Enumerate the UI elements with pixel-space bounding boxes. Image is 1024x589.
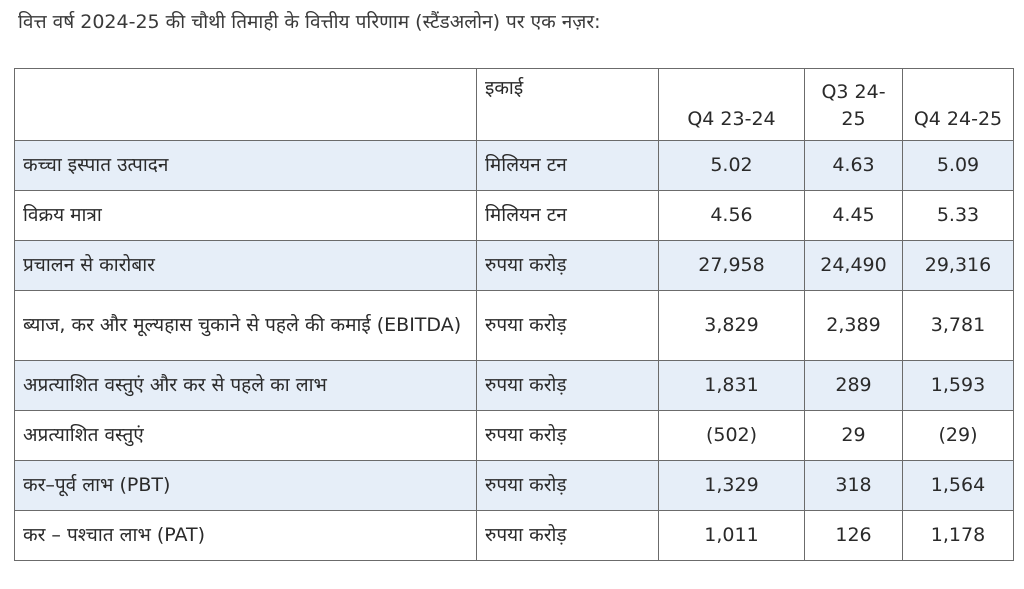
financial-results-table: [14, 68, 1014, 561]
header-q3-24-25: Q3 24-25: [805, 69, 903, 141]
row-metric: प्रचालन से कारोबार: [15, 241, 477, 291]
row-value-q4-23-24: 3,829: [659, 291, 805, 361]
row-unit: रुपया करोड़: [477, 511, 659, 561]
row-metric: ब्याज, कर और मूल्यहास चुकाने से पहले की कमाई (EBITDA): [15, 291, 477, 361]
table-header-row: [15, 69, 1014, 141]
row-metric: कर – पश्चात लाभ (PAT): [15, 511, 477, 561]
table-row: [15, 241, 1014, 291]
row-metric: अप्रत्याशित वस्तुएं और कर से पहले का लाभ: [15, 361, 477, 411]
page-title: वित्त वर्ष 2024-25 की चौथी तिमाही के वित्तीय परिणाम (स्टैंडअलोन) पर एक नज़र:: [18, 11, 601, 33]
table-row: [15, 141, 1014, 191]
header-unit: इकाई: [477, 69, 659, 141]
row-value-q3-24-25: 2,389: [805, 291, 903, 361]
row-metric: कर–पूर्व लाभ (PBT): [15, 461, 477, 511]
row-value-q3-24-25: 24,490: [805, 241, 903, 291]
row-value-q4-24-25: 29,316: [903, 241, 1014, 291]
row-metric: अप्रत्याशित वस्तुएं: [15, 411, 477, 461]
row-metric: विक्रय मात्रा: [15, 191, 477, 241]
row-value-q4-24-25: 5.33: [903, 191, 1014, 241]
row-value-q4-23-24: 5.02: [659, 141, 805, 191]
row-unit: रुपया करोड़: [477, 411, 659, 461]
row-value-q4-23-24: 1,011: [659, 511, 805, 561]
row-unit: रुपया करोड़: [477, 241, 659, 291]
row-value-q4-24-25: 1,564: [903, 461, 1014, 511]
row-value-q4-24-25: 3,781: [903, 291, 1014, 361]
row-value-q3-24-25: 4.63: [805, 141, 903, 191]
row-value-q4-23-24: 27,958: [659, 241, 805, 291]
table-row: [15, 291, 1014, 361]
table-row: [15, 461, 1014, 511]
table-row: [15, 511, 1014, 561]
header-q4-23-24: Q4 23-24: [659, 69, 805, 141]
row-value-q4-23-24: (502): [659, 411, 805, 461]
row-unit: मिलियन टन: [477, 141, 659, 191]
row-value-q3-24-25: 4.45: [805, 191, 903, 241]
header-q4-24-25: Q4 24-25: [903, 69, 1014, 141]
row-value-q4-24-25: 1,593: [903, 361, 1014, 411]
row-value-q3-24-25: 289: [805, 361, 903, 411]
row-value-q4-23-24: 1,831: [659, 361, 805, 411]
row-value-q3-24-25: 318: [805, 461, 903, 511]
row-unit: रुपया करोड़: [477, 291, 659, 361]
row-value-q4-24-25: 5.09: [903, 141, 1014, 191]
header-metric: [15, 69, 477, 141]
table-row: [15, 361, 1014, 411]
table-row: [15, 411, 1014, 461]
row-value-q4-24-25: 1,178: [903, 511, 1014, 561]
row-value-q3-24-25: 126: [805, 511, 903, 561]
row-value-q4-23-24: 1,329: [659, 461, 805, 511]
row-unit: मिलियन टन: [477, 191, 659, 241]
row-value-q4-23-24: 4.56: [659, 191, 805, 241]
row-value-q3-24-25: 29: [805, 411, 903, 461]
table-row: [15, 191, 1014, 241]
row-unit: रुपया करोड़: [477, 461, 659, 511]
row-unit: रुपया करोड़: [477, 361, 659, 411]
row-metric: कच्चा इस्पात उत्पादन: [15, 141, 477, 191]
row-value-q4-24-25: (29): [903, 411, 1014, 461]
